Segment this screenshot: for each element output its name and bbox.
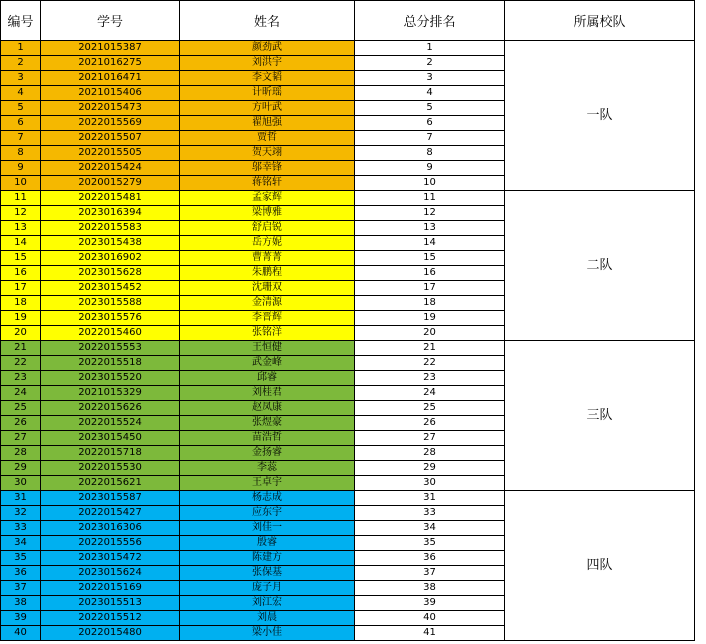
cell-total-rank[interactable]: 20 bbox=[355, 326, 505, 341]
cell-name[interactable]: 武金峰 bbox=[180, 356, 355, 371]
cell-name[interactable]: 邱睿 bbox=[180, 371, 355, 386]
cell-number[interactable]: 6 bbox=[1, 116, 41, 131]
cell-student-id[interactable]: 2023015576 bbox=[41, 311, 180, 326]
cell-number[interactable]: 21 bbox=[1, 341, 41, 356]
cell-student-id[interactable]: 2022015480 bbox=[41, 626, 180, 641]
cell-student-id[interactable]: 2023015452 bbox=[41, 281, 180, 296]
cell-student-id[interactable]: 2023015520 bbox=[41, 371, 180, 386]
cell-number[interactable]: 14 bbox=[1, 236, 41, 251]
cell-student-id[interactable]: 2023015588 bbox=[41, 296, 180, 311]
cell-total-rank[interactable]: 1 bbox=[355, 41, 505, 56]
cell-name[interactable]: 沈珊双 bbox=[180, 281, 355, 296]
cell-number[interactable]: 9 bbox=[1, 161, 41, 176]
cell-number[interactable]: 30 bbox=[1, 476, 41, 491]
cell-total-rank[interactable]: 41 bbox=[355, 626, 505, 641]
cell-total-rank[interactable]: 34 bbox=[355, 521, 505, 536]
table-row bbox=[1, 341, 695, 356]
cell-name[interactable]: 邬幸锋 bbox=[180, 161, 355, 176]
cell-total-rank[interactable]: 38 bbox=[355, 581, 505, 596]
header-student-id[interactable]: 学号 bbox=[41, 1, 180, 41]
header-row bbox=[1, 1, 695, 41]
cell-total-rank[interactable]: 36 bbox=[355, 551, 505, 566]
cell-student-id[interactable]: 2022015481 bbox=[41, 191, 180, 206]
cell-student-id[interactable]: 2022015626 bbox=[41, 401, 180, 416]
cell-name[interactable]: 孟家辉 bbox=[180, 191, 355, 206]
cell-student-id[interactable]: 2022015583 bbox=[41, 221, 180, 236]
cell-team[interactable]: 三队 bbox=[505, 341, 695, 491]
cell-total-rank[interactable]: 7 bbox=[355, 131, 505, 146]
cell-name[interactable]: 计昕瑶 bbox=[180, 86, 355, 101]
cell-student-id[interactable]: 2023016902 bbox=[41, 251, 180, 266]
cell-name[interactable]: 王卓宇 bbox=[180, 476, 355, 491]
cell-number[interactable]: 20 bbox=[1, 326, 41, 341]
cell-name[interactable]: 张保基 bbox=[180, 566, 355, 581]
cell-number[interactable]: 35 bbox=[1, 551, 41, 566]
header-team[interactable]: 所属校队 bbox=[505, 1, 695, 41]
cell-number[interactable]: 26 bbox=[1, 416, 41, 431]
cell-name[interactable]: 张铭洋 bbox=[180, 326, 355, 341]
cell-name[interactable]: 刘洪宇 bbox=[180, 56, 355, 71]
header-total-rank[interactable]: 总分排名 bbox=[355, 1, 505, 41]
cell-name[interactable]: 刘佳一 bbox=[180, 521, 355, 536]
cell-name[interactable]: 蒋铭轩 bbox=[180, 176, 355, 191]
cell-name[interactable]: 李文韬 bbox=[180, 71, 355, 86]
cell-name[interactable]: 朱鹏程 bbox=[180, 266, 355, 281]
cell-student-id[interactable]: 2022015718 bbox=[41, 446, 180, 461]
cell-number[interactable]: 11 bbox=[1, 191, 41, 206]
cell-total-rank[interactable]: 13 bbox=[355, 221, 505, 236]
cell-number[interactable]: 16 bbox=[1, 266, 41, 281]
cell-number[interactable]: 34 bbox=[1, 536, 41, 551]
cell-student-id[interactable]: 2022015621 bbox=[41, 476, 180, 491]
cell-student-id[interactable]: 2022015556 bbox=[41, 536, 180, 551]
cell-total-rank[interactable]: 2 bbox=[355, 56, 505, 71]
cell-number[interactable]: 18 bbox=[1, 296, 41, 311]
cell-number[interactable]: 24 bbox=[1, 386, 41, 401]
cell-total-rank[interactable]: 31 bbox=[355, 491, 505, 506]
cell-name[interactable]: 应东宇 bbox=[180, 506, 355, 521]
cell-number[interactable]: 23 bbox=[1, 371, 41, 386]
cell-number[interactable]: 27 bbox=[1, 431, 41, 446]
cell-name[interactable]: 金扬睿 bbox=[180, 446, 355, 461]
cell-name[interactable]: 赵凤康 bbox=[180, 401, 355, 416]
cell-number[interactable]: 3 bbox=[1, 71, 41, 86]
cell-name[interactable]: 杨志成 bbox=[180, 491, 355, 506]
cell-name[interactable]: 苗浩哲 bbox=[180, 431, 355, 446]
cell-number[interactable]: 31 bbox=[1, 491, 41, 506]
table-row bbox=[1, 491, 695, 506]
cell-name[interactable]: 殷睿 bbox=[180, 536, 355, 551]
cell-total-rank[interactable]: 17 bbox=[355, 281, 505, 296]
cell-total-rank[interactable]: 27 bbox=[355, 431, 505, 446]
cell-total-rank[interactable]: 8 bbox=[355, 146, 505, 161]
cell-total-rank[interactable]: 9 bbox=[355, 161, 505, 176]
cell-student-id[interactable]: 2023015450 bbox=[41, 431, 180, 446]
cell-name[interactable]: 翟旭强 bbox=[180, 116, 355, 131]
cell-number[interactable]: 17 bbox=[1, 281, 41, 296]
cell-total-rank[interactable]: 24 bbox=[355, 386, 505, 401]
cell-number[interactable]: 5 bbox=[1, 101, 41, 116]
cell-total-rank[interactable]: 6 bbox=[355, 116, 505, 131]
cell-student-id[interactable]: 2022015524 bbox=[41, 416, 180, 431]
cell-total-rank[interactable]: 22 bbox=[355, 356, 505, 371]
cell-name[interactable]: 梁博雅 bbox=[180, 206, 355, 221]
cell-total-rank[interactable]: 10 bbox=[355, 176, 505, 191]
cell-name[interactable]: 贾哲 bbox=[180, 131, 355, 146]
table-row bbox=[1, 41, 695, 56]
cell-total-rank[interactable]: 39 bbox=[355, 596, 505, 611]
cell-total-rank[interactable]: 18 bbox=[355, 296, 505, 311]
cell-name[interactable]: 庞子月 bbox=[180, 581, 355, 596]
cell-number[interactable]: 32 bbox=[1, 506, 41, 521]
cell-name[interactable]: 张煜豪 bbox=[180, 416, 355, 431]
cell-number[interactable]: 13 bbox=[1, 221, 41, 236]
cell-name[interactable]: 刘江宏 bbox=[180, 596, 355, 611]
cell-name[interactable]: 刘桂君 bbox=[180, 386, 355, 401]
cell-name[interactable]: 方叶武 bbox=[180, 101, 355, 116]
cell-name[interactable]: 贺天翊 bbox=[180, 146, 355, 161]
cell-student-id[interactable]: 2022015460 bbox=[41, 326, 180, 341]
cell-student-id[interactable]: 2021015406 bbox=[41, 86, 180, 101]
cell-total-rank[interactable]: 19 bbox=[355, 311, 505, 326]
table-body bbox=[1, 41, 695, 641]
cell-student-id[interactable]: 2023015628 bbox=[41, 266, 180, 281]
cell-name[interactable]: 李蕊 bbox=[180, 461, 355, 476]
cell-student-id[interactable]: 2023015587 bbox=[41, 491, 180, 506]
cell-student-id[interactable]: 2020015279 bbox=[41, 176, 180, 191]
cell-student-id[interactable]: 2022015427 bbox=[41, 506, 180, 521]
cell-total-rank[interactable]: 30 bbox=[355, 476, 505, 491]
cell-number[interactable]: 29 bbox=[1, 461, 41, 476]
cell-student-id[interactable]: 2022015505 bbox=[41, 146, 180, 161]
cell-number[interactable]: 2 bbox=[1, 56, 41, 71]
cell-student-id[interactable]: 2022015169 bbox=[41, 581, 180, 596]
cell-name[interactable]: 金清源 bbox=[180, 296, 355, 311]
cell-student-id[interactable]: 2023016394 bbox=[41, 206, 180, 221]
cell-number[interactable]: 33 bbox=[1, 521, 41, 536]
cell-student-id[interactable]: 2022015512 bbox=[41, 611, 180, 626]
cell-name[interactable]: 陈建方 bbox=[180, 551, 355, 566]
cell-number[interactable]: 39 bbox=[1, 611, 41, 626]
cell-total-rank[interactable]: 40 bbox=[355, 611, 505, 626]
cell-name[interactable]: 颜劲武 bbox=[180, 41, 355, 56]
header-number[interactable]: 编号 bbox=[1, 1, 41, 41]
cell-student-id[interactable]: 2022015553 bbox=[41, 341, 180, 356]
cell-total-rank[interactable]: 15 bbox=[355, 251, 505, 266]
table-row bbox=[1, 191, 695, 206]
cell-name[interactable]: 王恒健 bbox=[180, 341, 355, 356]
cell-total-rank[interactable]: 37 bbox=[355, 566, 505, 581]
cell-total-rank[interactable]: 28 bbox=[355, 446, 505, 461]
cell-name[interactable]: 舒启锐 bbox=[180, 221, 355, 236]
cell-name[interactable]: 刘晨 bbox=[180, 611, 355, 626]
cell-total-rank[interactable]: 21 bbox=[355, 341, 505, 356]
cell-student-id[interactable]: 2023015624 bbox=[41, 566, 180, 581]
cell-total-rank[interactable]: 4 bbox=[355, 86, 505, 101]
cell-number[interactable]: 7 bbox=[1, 131, 41, 146]
cell-student-id[interactable]: 2023015438 bbox=[41, 236, 180, 251]
cell-total-rank[interactable]: 33 bbox=[355, 506, 505, 521]
cell-number[interactable]: 12 bbox=[1, 206, 41, 221]
cell-number[interactable]: 19 bbox=[1, 311, 41, 326]
cell-student-id[interactable]: 2023015472 bbox=[41, 551, 180, 566]
cell-number[interactable]: 36 bbox=[1, 566, 41, 581]
cell-number[interactable]: 15 bbox=[1, 251, 41, 266]
cell-total-rank[interactable]: 11 bbox=[355, 191, 505, 206]
cell-total-rank[interactable]: 29 bbox=[355, 461, 505, 476]
cell-student-id[interactable]: 2022015530 bbox=[41, 461, 180, 476]
cell-student-id[interactable]: 2023016306 bbox=[41, 521, 180, 536]
cell-total-rank[interactable]: 14 bbox=[355, 236, 505, 251]
cell-name[interactable]: 李晋辉 bbox=[180, 311, 355, 326]
cell-total-rank[interactable]: 12 bbox=[355, 206, 505, 221]
cell-student-id[interactable]: 2022015518 bbox=[41, 356, 180, 371]
header-name[interactable]: 姓名 bbox=[180, 1, 355, 41]
cell-team[interactable]: 四队 bbox=[505, 491, 695, 641]
cell-student-id[interactable]: 2021015387 bbox=[41, 41, 180, 56]
cell-total-rank[interactable]: 23 bbox=[355, 371, 505, 386]
cell-number[interactable]: 1 bbox=[1, 41, 41, 56]
cell-total-rank[interactable]: 3 bbox=[355, 71, 505, 86]
cell-student-id[interactable]: 2022015569 bbox=[41, 116, 180, 131]
cell-name[interactable]: 曹菁菁 bbox=[180, 251, 355, 266]
cell-total-rank[interactable]: 25 bbox=[355, 401, 505, 416]
cell-number[interactable]: 10 bbox=[1, 176, 41, 191]
cell-number[interactable]: 25 bbox=[1, 401, 41, 416]
cell-number[interactable]: 37 bbox=[1, 581, 41, 596]
cell-student-id[interactable]: 2021016275 bbox=[41, 56, 180, 71]
cell-total-rank[interactable]: 5 bbox=[355, 101, 505, 116]
cell-number[interactable]: 4 bbox=[1, 86, 41, 101]
cell-student-id[interactable]: 2021016471 bbox=[41, 71, 180, 86]
cell-team[interactable]: 一队 bbox=[505, 41, 695, 191]
cell-total-rank[interactable]: 35 bbox=[355, 536, 505, 551]
cell-student-id[interactable]: 2022015507 bbox=[41, 131, 180, 146]
cell-total-rank[interactable]: 16 bbox=[355, 266, 505, 281]
cell-student-id[interactable]: 2023015513 bbox=[41, 596, 180, 611]
cell-name[interactable]: 岳方妮 bbox=[180, 236, 355, 251]
cell-student-id[interactable]: 2022015424 bbox=[41, 161, 180, 176]
cell-team[interactable]: 二队 bbox=[505, 191, 695, 341]
cell-student-id[interactable]: 2021015329 bbox=[41, 386, 180, 401]
cell-number[interactable]: 38 bbox=[1, 596, 41, 611]
cell-number[interactable]: 8 bbox=[1, 146, 41, 161]
cell-number[interactable]: 28 bbox=[1, 446, 41, 461]
cell-number[interactable]: 22 bbox=[1, 356, 41, 371]
cell-total-rank[interactable]: 26 bbox=[355, 416, 505, 431]
cell-number[interactable]: 40 bbox=[1, 626, 41, 641]
cell-student-id[interactable]: 2022015473 bbox=[41, 101, 180, 116]
cell-name[interactable]: 梁小佳 bbox=[180, 626, 355, 641]
